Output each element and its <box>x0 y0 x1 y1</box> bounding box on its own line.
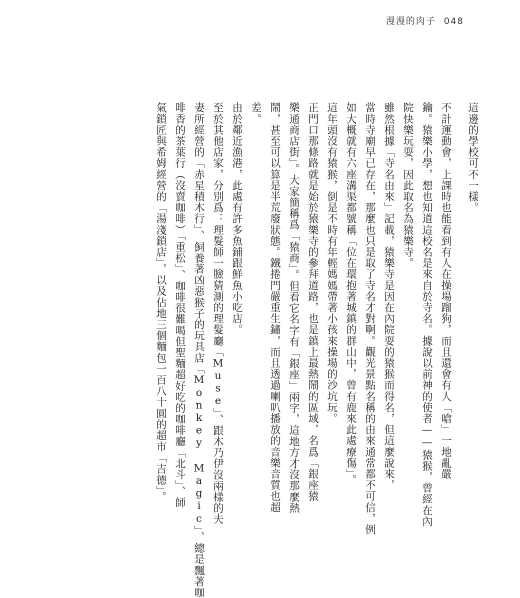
text-column: 妻所經營的「赤星積木行」、飼養著凶惡猴子的玩具店「Monkey Magic」、總是飄著咖 <box>193 102 205 598</box>
book-title: 漫漫的肉子 <box>385 17 436 27</box>
text-column: 當時寺廟早已存在，那麼也只是取了寺名才對啊。觀光景點名稱的由來通常都不可信，例 <box>364 102 376 535</box>
text-column: 啡香的茶葉行（沒賣咖啡）「重松」、咖啡很難喝但聖麵超好吃的咖啡廳「北斗」、師 <box>174 102 186 509</box>
running-header <box>386 14 464 27</box>
text-column: 至於其他店家，分別爲：理髮師一臉猜測的理髮廳「Muse」、跟木乃伊沒兩樣的夫 <box>212 102 224 525</box>
text-column: 這邊的學校可不一樣。 <box>467 102 479 213</box>
text-column: 氣鎖匠與希姆經營的「湯淺鎖店」，以及佔地三個麵包一百八十圓的超市「吉德」。 <box>155 102 167 503</box>
text-column: 由於鄰近漁港，此處有許多魚鋪跟鮮魚小吃店。 <box>231 102 243 336</box>
text-column: 正門口那條路就是始於猿樂寺的參拜道路，也是鎮上最熱鬧的區域，名爲「銀座猿 <box>307 102 319 502</box>
text-column: 鬧，甚至可以算是半荒廢狀態。鐵捲門嚴重生鏽，而且透過喇叭播放的音樂音質也超 <box>269 102 281 513</box>
text-column: 如大概就有六座溝渠都號稱「位在環抱著城鎮的群山中，曾有鹿來此處療傷」。 <box>345 102 357 486</box>
text-column: 這年頭沒有猿猴，倒是不時有年輕媽媽帶著小孩來操場的沙坑玩。 <box>326 102 338 424</box>
text-column: 雖然根據「寺名由來」記載，猿樂寺是因在內院耍的猿猴而得名，但這麼說來， <box>383 102 395 491</box>
text-column: 樂通商店街」。大家簡稱爲「猿商」。但看它名字有「銀座」兩字，這地方才沒那麼熱 <box>288 102 300 514</box>
page-number: 048 <box>443 17 464 27</box>
text-column: 院快樂玩耍，因此取名為猿樂寺。 <box>402 102 414 269</box>
text-column: 差。 <box>250 102 262 125</box>
text-column: 鑰。猿樂小學，想也知道這校名是來自於寺名。據說以前神的使者——猿猴，曾經在內 <box>421 102 433 527</box>
text-column: 不計運動會，上課時也能看到有人在操場蹓狗，而且還會有人「嗆」一地亂嚴 <box>440 102 452 480</box>
body-text <box>150 102 480 598</box>
